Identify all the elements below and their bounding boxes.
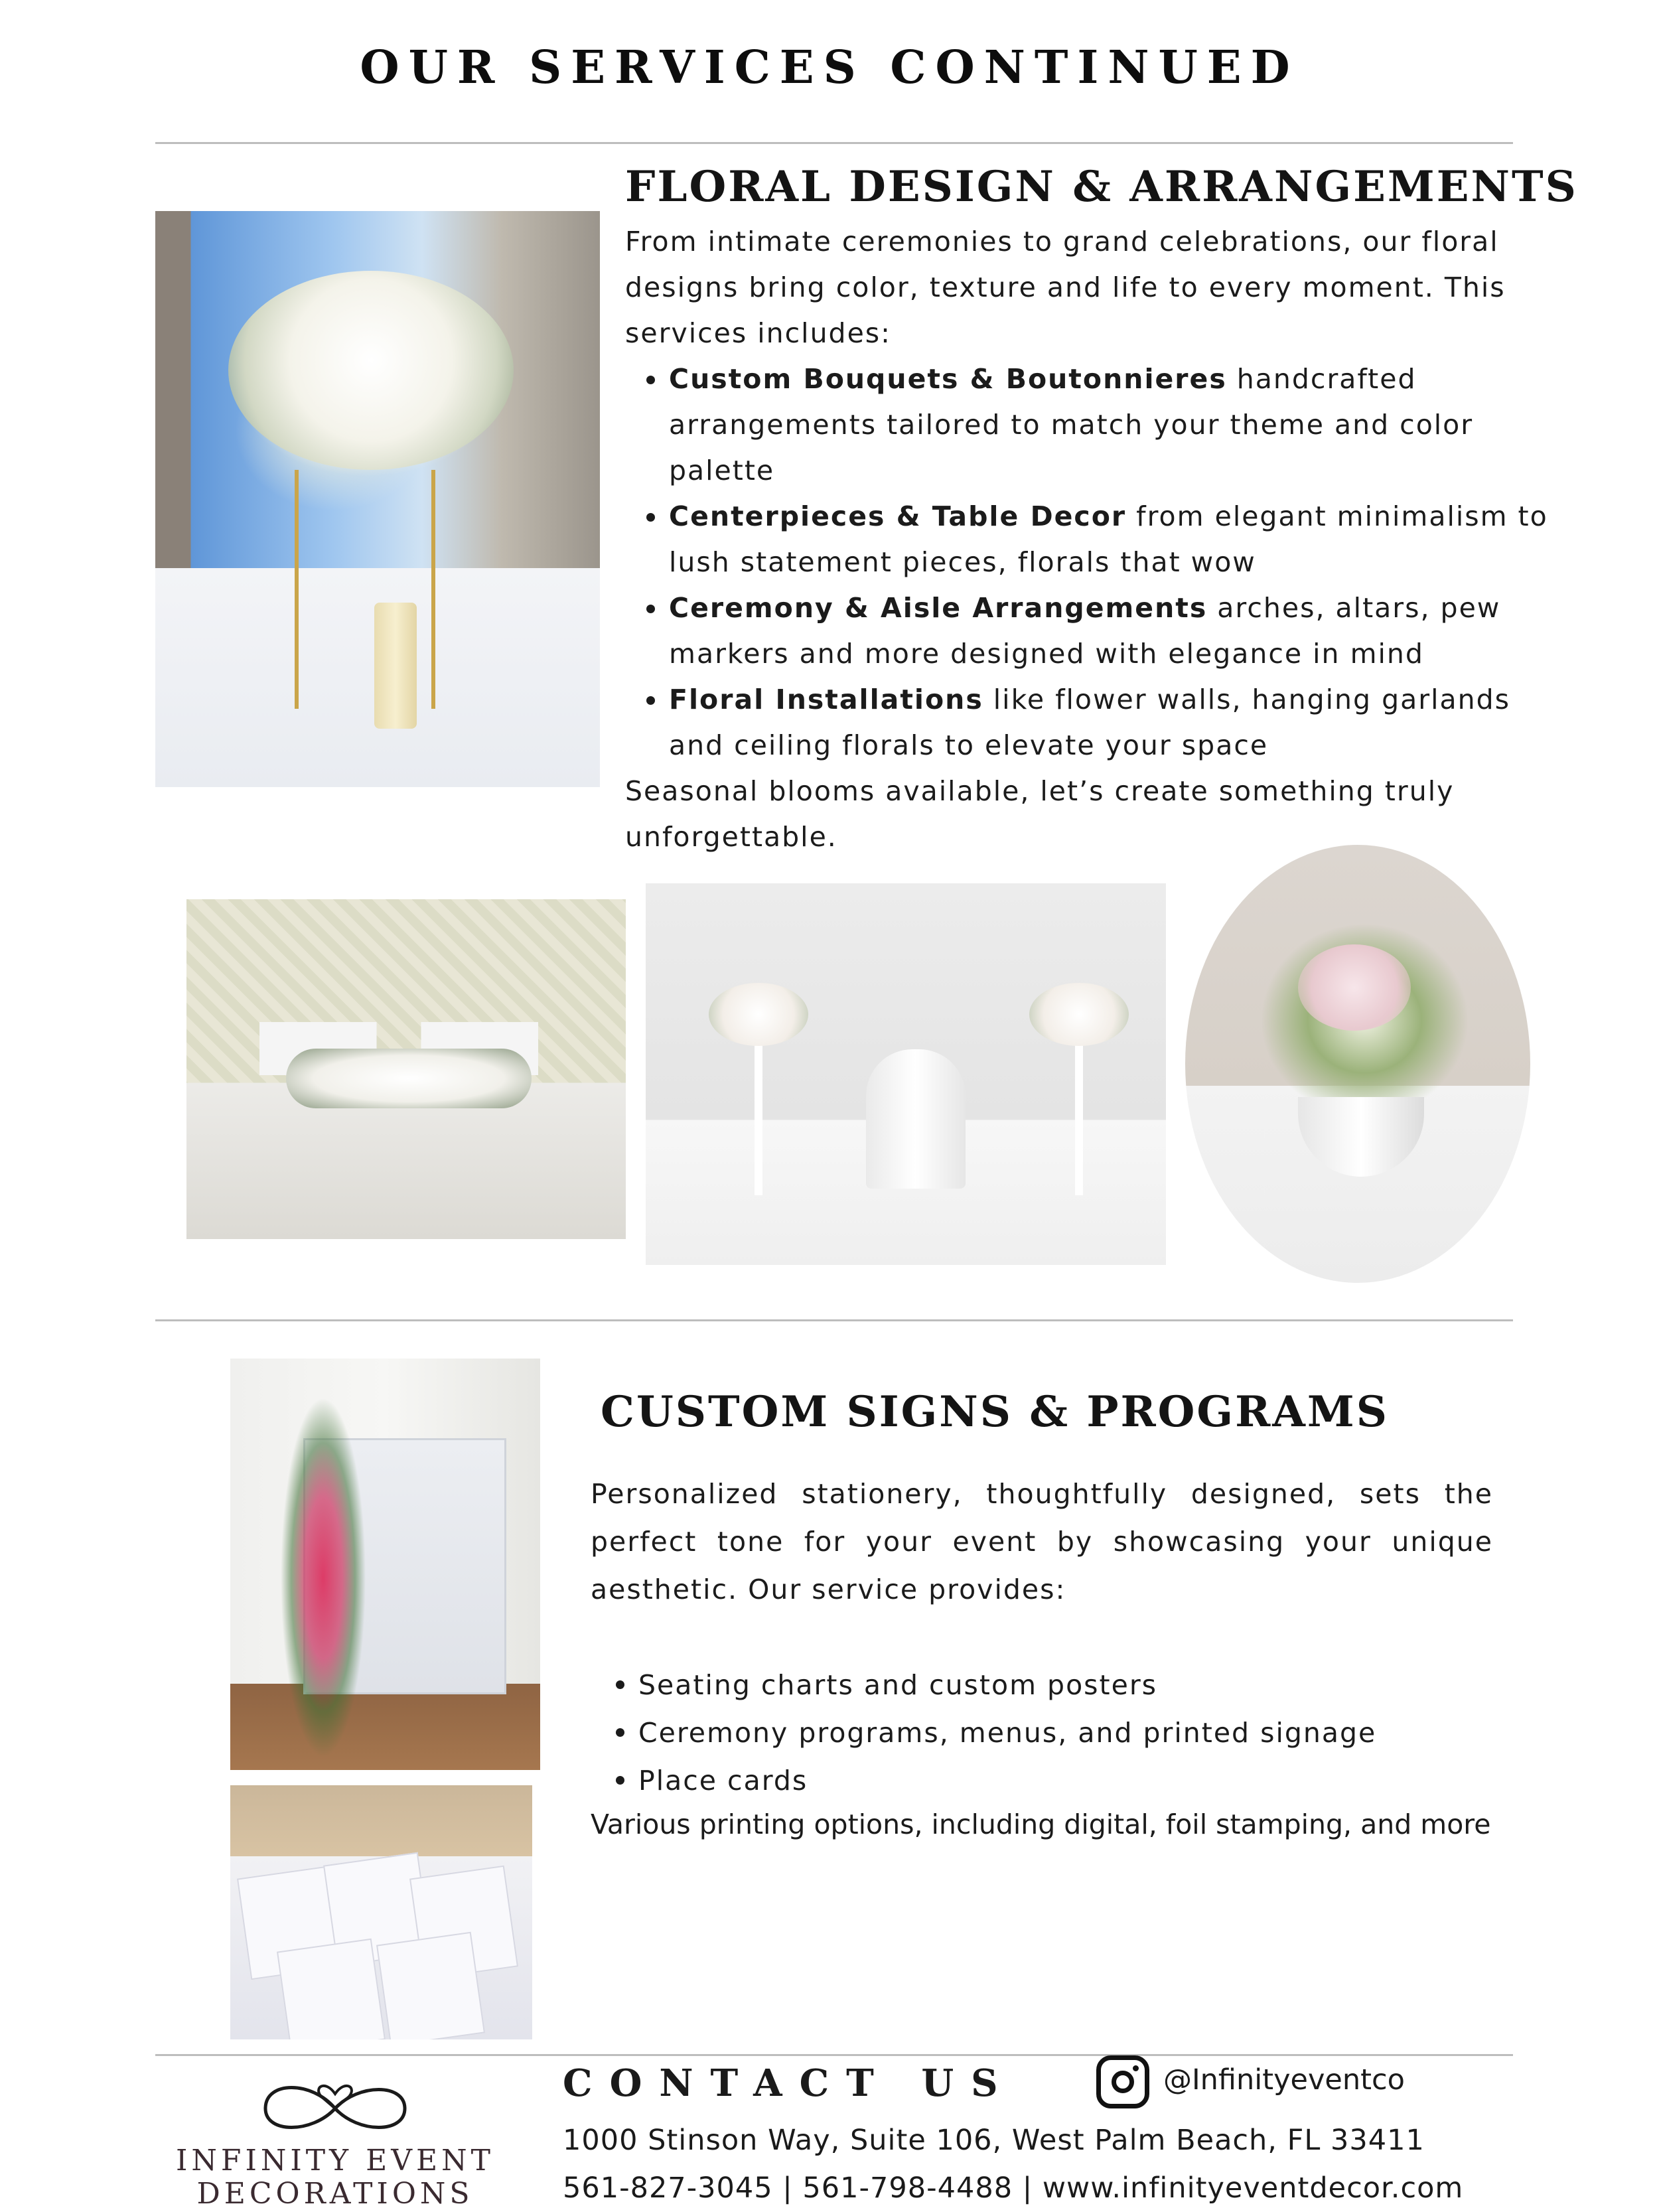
list-item-text: handcrafted arrangements tailored to match your theme and color palette [669, 363, 1474, 486]
instagram-handle-link[interactable]: @Infinityeventco [1163, 2063, 1405, 2097]
floral-section-body [625, 219, 1554, 860]
contact-phones-website[interactable]: 561-827-3045 | 561-798-4488 | www.infinityeventdecor.com [563, 2172, 1464, 2205]
signs-list [591, 1661, 1493, 1805]
list-item-title: Floral Installations [669, 684, 983, 715]
divider [155, 142, 1513, 144]
list-item-title: Centerpieces & Table Decor [669, 500, 1127, 532]
list-item-title: Ceremony & Aisle Arrangements [669, 592, 1208, 624]
ceremony-stage-photo [646, 883, 1166, 1265]
programs-photo [230, 1785, 532, 2039]
list-item-text: from elegant minimalism to lush statement pieces, florals that wow [669, 500, 1548, 578]
floral-closing: Seasonal blooms available, let’s create something truly unforgettable. [625, 775, 1455, 853]
list-item-text: like flower walls, hanging garlands and ceiling florals to elevate your space [669, 684, 1510, 761]
instagram-icon[interactable] [1096, 2055, 1149, 2108]
floral-intro: From intimate ceremonies to grand celebrations, our floral designs bring color, texture and life to every moment. This services includes: [625, 226, 1506, 349]
list-item: Seating charts and custom posters [638, 1661, 1493, 1709]
floral-section-title: FLORAL DESIGN & ARRANGEMENTS [625, 162, 1578, 212]
list-item-text: arches, altars, pew markers and more designed with elegance in mind [669, 592, 1501, 670]
logo-text-line1: INFINITY EVENT [176, 2144, 494, 2177]
logo-text-line2: DECORATIONS [196, 2177, 474, 2211]
floral-centerpiece-oval-photo [1185, 845, 1530, 1283]
contact-address: 1000 Stinson Way, Suite 106, West Palm Beach, FL 33411 [563, 2124, 1425, 2157]
centerpiece-photo [155, 211, 600, 787]
signs-closing: Various printing options, including digital, foil stamping, and more [591, 1808, 1491, 1840]
divider [155, 2054, 1513, 2056]
list-item-title: Custom Bouquets & Boutonnieres [669, 363, 1227, 395]
page-title: OUR SERVICES CONTINUED [360, 41, 1299, 94]
divider [155, 1319, 1513, 1321]
list-item [669, 585, 1554, 677]
signs-section-body [591, 1470, 1493, 1844]
contact-title: CONTACT US [563, 2061, 1015, 2105]
signs-section-title: CUSTOM SIGNS & PROGRAMS [601, 1387, 1389, 1437]
signs-intro: Personalized stationery, thoughtfully designed, sets the perfect tone for your event by showcasing your unique aesthetic. Our service provides: [591, 1478, 1493, 1605]
welcome-sign-photo [230, 1359, 540, 1770]
infinity-heart-logo-icon [252, 2067, 418, 2140]
list-item: Ceremony programs, menus, and printed signage [638, 1709, 1493, 1757]
list-item [669, 494, 1554, 585]
list-item [669, 677, 1554, 769]
list-item: Place cards [638, 1757, 1493, 1805]
list-item [669, 356, 1554, 494]
floral-list [625, 356, 1554, 769]
sweetheart-table-photo [186, 899, 626, 1239]
